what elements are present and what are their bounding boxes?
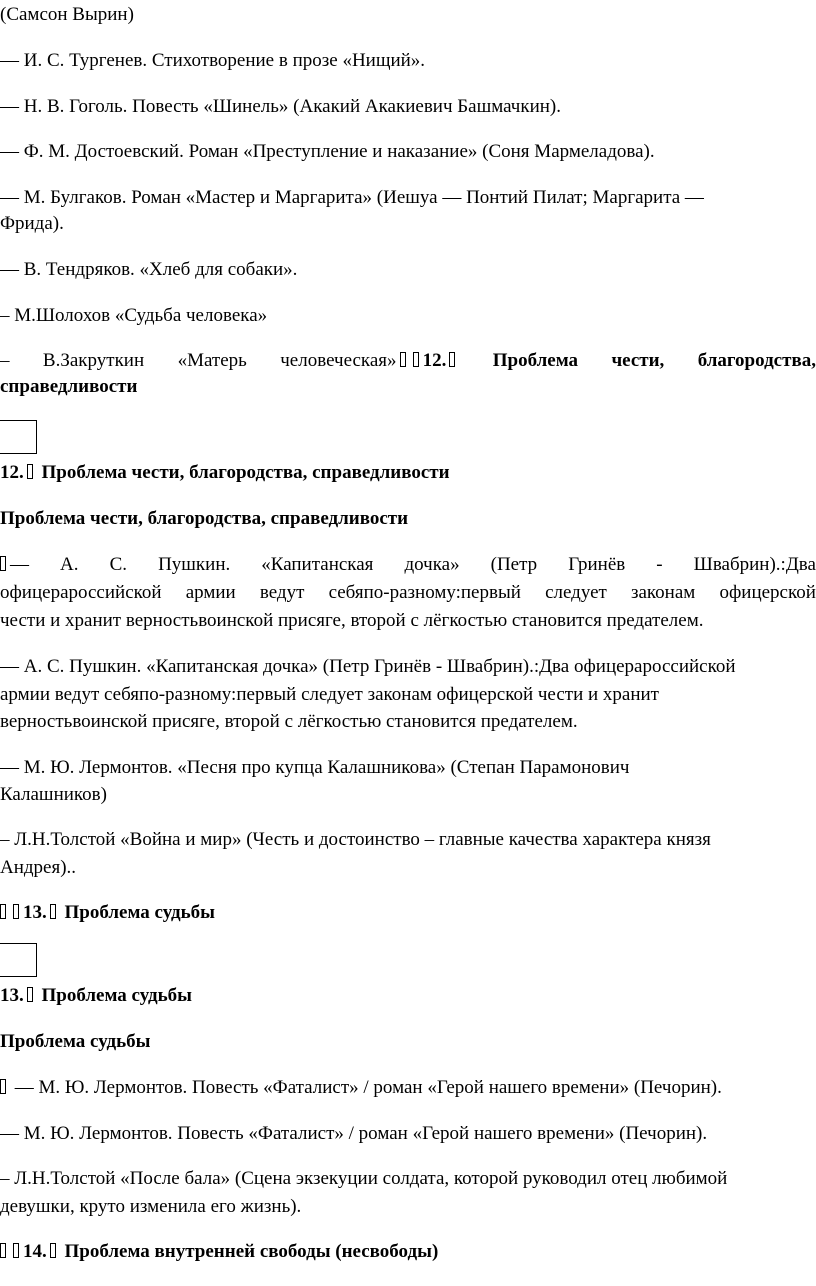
word: офицерской [719, 582, 816, 603]
text-line: — Н. В. Гоголь. Повесть «Шинель» (Акакий Акакиевич Башмачкин). [0, 96, 562, 117]
word: законам [630, 582, 696, 603]
word: следует [545, 582, 607, 603]
text-line: — М. Ю. Лермонтов. «Песня про купца Калашникова» (Степан Парамонович [0, 757, 630, 778]
text-line: — Ф. М. Достоевский. Роман «Преступление и наказание» (Соня Мармеладова). [0, 141, 655, 162]
heading-number: 13. [0, 985, 24, 1006]
heading-number: 12. [422, 350, 447, 371]
word: «Матерь [177, 350, 247, 371]
word: человеческая» [280, 350, 397, 371]
section-heading: Проблема чести, благородства, справедливости [0, 508, 409, 529]
missing-glyph-icon [0, 1243, 6, 1258]
word: себяпо-разному:первый [328, 582, 521, 603]
missing-glyph-icon [0, 904, 6, 919]
missing-glyph-icon [413, 352, 419, 367]
word: благородства, [697, 350, 816, 371]
word: Швабрин).:Два [693, 554, 816, 575]
text-line: — В. Тендряков. «Хлеб для собаки». [0, 259, 298, 280]
text-line: верностьвоинской присяге, второй с лёгкостью становится предателем. [0, 711, 578, 732]
empty-image-box [0, 943, 37, 977]
missing-glyph-icon [50, 904, 56, 919]
word: ведут [259, 582, 305, 603]
heading-text: Проблема внутренней свободы (несвободы) [64, 1241, 439, 1262]
word-with-glyphs [280, 346, 459, 376]
text-line: – Л.Н.Толстой «Война и мир» (Честь и достоинство – главные качества характера князя [0, 829, 711, 850]
section-heading: Проблема судьбы [0, 1031, 151, 1052]
word: дочка» [404, 554, 460, 575]
missing-glyph-icon [27, 464, 33, 479]
missing-glyph-icon [0, 1079, 6, 1094]
missing-glyph-icon [0, 556, 6, 571]
justified-line [0, 550, 816, 580]
word: В.Закруткин [42, 350, 145, 371]
section-heading [0, 898, 215, 928]
word: А. [60, 554, 79, 575]
text-line: – М.Шолохов «Судьба человека» [0, 305, 268, 326]
text-line: (Самсон Вырин) [0, 4, 134, 25]
heading-text: Проблема судьбы [64, 902, 216, 923]
missing-glyph-icon [27, 987, 33, 1002]
text-line: армии ведут себяпо-разному:первый следует законам офицерской чести и хранит [0, 684, 659, 705]
missing-glyph-icon [449, 352, 455, 367]
text-line: девушки, круто изменила его жизнь). [0, 1196, 302, 1217]
word: – [0, 350, 10, 371]
section-heading [0, 1237, 438, 1267]
word: Пушкин. [158, 554, 231, 575]
heading-text: Проблема судьбы [41, 985, 193, 1006]
section-heading [0, 981, 192, 1011]
word: С. [109, 554, 128, 575]
word: «Капитанская [261, 554, 374, 575]
empty-image-box [0, 420, 37, 454]
section-heading [0, 458, 450, 488]
text-line: Калашников) [0, 784, 107, 805]
text-line: — М. Ю. Лермонтов. Повесть «Фаталист» / роман «Герой нашего времени» (Печорин). [0, 1123, 708, 1144]
missing-glyph-icon [13, 1243, 19, 1258]
missing-glyph-icon [13, 904, 19, 919]
justified-line [0, 578, 816, 608]
text-line [0, 1073, 722, 1103]
word: (Петр [490, 554, 538, 575]
missing-glyph-icon [50, 1243, 56, 1258]
text-line: Фрида). [0, 213, 64, 234]
text-line: чести и хранит верностьвоинской присяге, второй с лёгкостью становится предателем. [0, 610, 704, 631]
word: чести, [611, 350, 665, 371]
word: Гринёв [568, 554, 626, 575]
text-line: справедливости [0, 376, 138, 397]
missing-glyph-icon [400, 352, 406, 367]
text-line: — М. Булгаков. Роман «Мастер и Маргарита» (Иешуа — Понтий Пилат; Маргарита — [0, 187, 704, 208]
heading-text: Проблема чести, благородства, справедливости [41, 462, 450, 483]
heading-number: 13. [23, 902, 47, 923]
heading-number: 12. [0, 462, 24, 483]
word: офицерароссийской [0, 582, 162, 603]
word: армии [185, 582, 236, 603]
word: - [656, 554, 663, 575]
text-line: — И. С. Тургенев. Стихотворение в прозе «Нищий». [0, 50, 426, 71]
word: — [10, 554, 29, 575]
word: Проблема [492, 350, 579, 371]
heading-number: 14. [23, 1241, 47, 1262]
text-line: — А. С. Пушкин. «Капитанская дочка» (Петр Гринёв - Швабрин).:Два офицерароссийской [0, 656, 736, 677]
text-line: Андрея).. [0, 857, 77, 878]
text-line: – Л.Н.Толстой «После бала» (Сцена экзекуции солдата, которой руководил отец любимой [0, 1168, 728, 1189]
word-with-glyph [0, 550, 29, 580]
text: — М. Ю. Лермонтов. Повесть «Фаталист» / роман «Герой нашего времени» (Печорин). [14, 1077, 722, 1098]
